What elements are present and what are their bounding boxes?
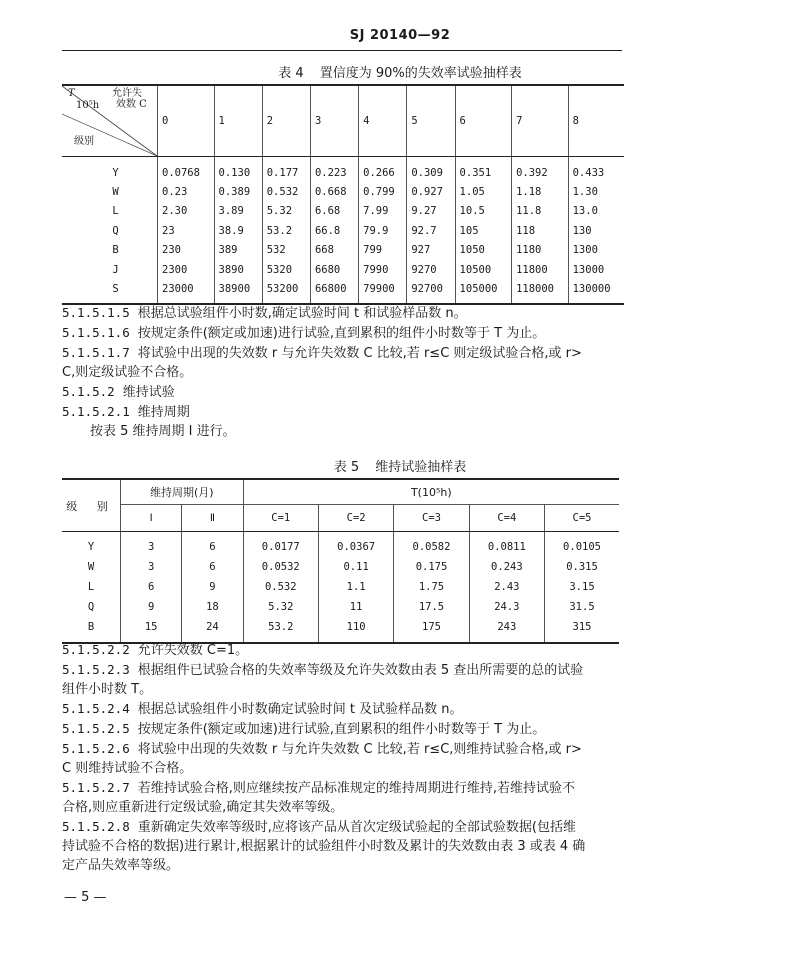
table4-level-cell: Q (112, 224, 119, 237)
clause-text: 根据总试验组件小时数确定试验时间 t 及试验样品数 n。 (137, 702, 463, 717)
corner-level-label: 级别 (74, 136, 94, 147)
table4-value-cell: 2300 (158, 260, 215, 279)
table5-value-cell: 3.15 (545, 577, 619, 597)
table5-row (62, 557, 619, 577)
table4-value-cell: 0.0768 (158, 157, 215, 183)
clause-text: 维持周期 (137, 405, 190, 420)
clause-text: C,则定级试验不合格。 (62, 365, 193, 380)
paragraph-line (62, 739, 632, 759)
table4-value-cell: 23 (158, 221, 215, 240)
table4-value-cell: 1.05 (455, 182, 512, 201)
table4-value-cell: 118000 (512, 279, 569, 303)
table5-value-cell: 5.32 (243, 597, 318, 617)
corner-c-label-top: 允许失 (112, 88, 142, 99)
table4-value-cell: 799 (359, 241, 407, 260)
table4-row (62, 157, 624, 183)
table5-value-cell: 11 (318, 597, 393, 617)
table5-period-col: Ⅰ (121, 505, 182, 532)
table4-value-cell: 0.177 (262, 157, 310, 183)
table4-value-cell: 23000 (158, 279, 215, 303)
table4 (62, 84, 624, 305)
table4-value-cell: 0.23 (158, 182, 215, 201)
table5 (62, 478, 619, 644)
paragraphs-section-b (62, 640, 632, 875)
clause-number: 5.1.5.2.3 (62, 662, 130, 677)
table5-period-cell: 6 (182, 557, 243, 577)
table4-level-cell: B (112, 244, 119, 257)
table4-level-cell: W (112, 186, 119, 199)
table5-level-cell: B (62, 617, 121, 643)
paragraph-line (62, 660, 632, 680)
table5-value-cell: 31.5 (545, 597, 619, 617)
clause-number: 5.1.5.1.5 (62, 305, 130, 320)
standard-code: SJ 20140—92 (349, 28, 451, 43)
table4-col-header: 7 (512, 85, 569, 157)
table5-period-cell: 18 (182, 597, 243, 617)
table4-value-cell: 0.433 (568, 157, 624, 183)
table4-col-header: 2 (262, 85, 310, 157)
table5-value-cell: 1.75 (394, 577, 469, 597)
table4-value-cell: 79900 (359, 279, 407, 303)
header-rule (62, 50, 622, 51)
table4-col-header: 3 (310, 85, 358, 157)
table5-value-cell: 0.0811 (469, 532, 544, 558)
table5-level-header: 级 别 (62, 479, 121, 532)
table5-value-cell: 0.532 (243, 577, 318, 597)
table5-period-cell: 6 (182, 532, 243, 558)
clause-text: 允许失效数 C=1。 (137, 643, 249, 658)
table4-row (62, 221, 624, 240)
table5-value-cell: 17.5 (394, 597, 469, 617)
table4-value-cell: 0.351 (455, 157, 512, 183)
table4-value-cell: 79.9 (359, 221, 407, 240)
table4-value-cell: 2.30 (158, 202, 215, 221)
table5-level-cell: Y (87, 541, 95, 553)
table5-header-row-1 (62, 479, 619, 505)
clause-text: 按规定条件(额定或加速)进行试验,直到累积的组件小时数等于 T 为止。 (137, 326, 546, 341)
table4-value-cell: 9.27 (407, 202, 455, 221)
table4-value-cell: 130000 (568, 279, 624, 303)
page-number: — 5 — (64, 890, 107, 905)
table5-t-header: T(10⁵h) (243, 479, 619, 505)
paragraph-line (62, 856, 632, 875)
table4-value-cell: 0.532 (262, 182, 310, 201)
table4-title (0, 62, 800, 81)
clause-text: 按表 5 维持周期 Ⅰ 进行。 (90, 424, 236, 439)
table5-value-cell: 24.3 (469, 597, 544, 617)
table4-col-header: 5 (407, 85, 455, 157)
clause-text: 按规定条件(额定或加速)进行试验,直到累积的组件小时数等于 T 为止。 (137, 722, 546, 737)
table5-c-col: C=3 (394, 505, 469, 532)
clause-text: 合格,则应重新进行定级试验,确定其失效率等级。 (62, 800, 344, 815)
table4-value-cell: 3890 (214, 260, 262, 279)
table4-value-cell: 0.389 (214, 182, 262, 201)
table5-period-cell: 24 (182, 617, 243, 643)
table5-period-cell: 9 (182, 577, 243, 597)
table5-row (62, 597, 619, 617)
table4-col-header: 1 (214, 85, 262, 157)
table4-value-cell: 6680 (310, 260, 358, 279)
table4-value-cell: 11800 (512, 260, 569, 279)
table4-value-cell: 5320 (262, 260, 310, 279)
clause-number: 5.1.5.1.7 (62, 345, 130, 360)
paragraph-line (62, 837, 632, 856)
table4-value-cell: 0.223 (310, 157, 358, 183)
paragraph-line (62, 323, 632, 343)
clause-text: 根据总试验组件小时数,确定试验时间 t 和试验样品数 n。 (137, 306, 467, 321)
paragraph-line (62, 402, 632, 422)
table4-value-cell: 53200 (262, 279, 310, 303)
table5-value-cell: 0.0367 (318, 532, 393, 558)
table4-value-cell: 66.8 (310, 221, 358, 240)
table4-value-cell: 66800 (310, 279, 358, 303)
paragraph-line (62, 719, 632, 739)
table4-value-cell: 5.32 (262, 202, 310, 221)
table4-value-cell: 0.309 (407, 157, 455, 183)
table4-value-cell: 6.68 (310, 202, 358, 221)
table5-value-cell: 0.175 (394, 557, 469, 577)
table4-value-cell: 927 (407, 241, 455, 260)
clause-number: 5.1.5.2 (62, 384, 115, 399)
paragraph-line (62, 798, 632, 817)
table4-value-cell: 668 (310, 241, 358, 260)
table4-col-header: 8 (568, 85, 624, 157)
paragraph-line (62, 778, 632, 798)
clause-number: 5.1.5.2.8 (62, 819, 130, 834)
table4-value-cell: 0.130 (214, 157, 262, 183)
table4-value-cell: 1.30 (568, 182, 624, 201)
table4-header-row (62, 85, 624, 157)
table5-value-cell: 0.0177 (243, 532, 318, 558)
table4-corner-cell (62, 85, 158, 157)
paragraph-line (62, 759, 632, 778)
table5-c-col: C=4 (469, 505, 544, 532)
paragraph-line (62, 680, 632, 699)
table5-value-cell: 0.0105 (545, 532, 619, 558)
table4-value-cell: 7.99 (359, 202, 407, 221)
table5-value-cell: 2.43 (469, 577, 544, 597)
table5-period-cell: 15 (121, 617, 182, 643)
paragraph-line (62, 422, 632, 441)
table4-value-cell: 1300 (568, 241, 624, 260)
table4-level-cell: Y (112, 166, 119, 179)
clause-number: 5.1.5.1.6 (62, 325, 130, 340)
corner-c-label-bottom: 效数 C (116, 99, 147, 110)
table4-value-cell: 92700 (407, 279, 455, 303)
clause-number: 5.1.5.2.1 (62, 404, 130, 419)
table5-value-cell: 0.243 (469, 557, 544, 577)
table4-value-cell: 10.5 (455, 202, 512, 221)
table4-row (62, 202, 624, 221)
clause-text: 根据组件已试验合格的失效率等级及允许失效数由表 5 查出所需要的总的试验 (137, 663, 584, 678)
table5-value-cell: 1.1 (318, 577, 393, 597)
table5-title-text: 维持试验抽样表 (375, 460, 467, 475)
table4-value-cell: 1050 (455, 241, 512, 260)
paragraph-line (62, 343, 632, 363)
table4-value-cell: 11.8 (512, 202, 569, 221)
table4-value-cell: 230 (158, 241, 215, 260)
table4-value-cell: 105000 (455, 279, 512, 303)
clause-text: 将试验中出现的失效数 r 与允许失效数 C 比较,若 r≤C 则定级试验合格,或 r> (137, 346, 582, 361)
clause-text: 若维持试验合格,则应继续按产品标准规定的维持周期进行维持,若维持试验不 (137, 781, 575, 796)
table5-c-col: C=2 (318, 505, 393, 532)
table4-row (62, 279, 624, 303)
clause-text: 持试验不合格的数据)进行累计,根据累计的试验组件小时数及累计的失效数由表 3 或表 4 确 (62, 839, 586, 854)
table4-value-cell: 532 (262, 241, 310, 260)
table5-value-cell: 175 (394, 617, 469, 643)
clause-text: 定产品失效率等级。 (62, 858, 180, 873)
table5-period-col: Ⅱ (182, 505, 243, 532)
table5-title (0, 456, 800, 475)
table4-value-cell: 0.927 (407, 182, 455, 201)
table5-value-cell: 0.0582 (394, 532, 469, 558)
table5-level-cell: Q (87, 601, 95, 613)
table5-row (62, 577, 619, 597)
table4-value-cell: 1.18 (512, 182, 569, 201)
table5-value-cell: 243 (469, 617, 544, 643)
table4-value-cell: 0.392 (512, 157, 569, 183)
table4-col-header: 0 (158, 85, 215, 157)
table5-period-cell: 3 (121, 557, 182, 577)
table4-value-cell: 38900 (214, 279, 262, 303)
table5-period-cell: 9 (121, 597, 182, 617)
table4-level-cell: S (62, 279, 158, 303)
table5-level-cell: L (87, 581, 95, 593)
paragraph-line (62, 640, 632, 660)
table4-value-cell: 92.7 (407, 221, 455, 240)
table4-level-cell: J (112, 263, 119, 276)
table4-value-cell: 7990 (359, 260, 407, 279)
table4-row (62, 241, 624, 260)
paragraphs-section-a (62, 303, 632, 441)
table5-period-cell: 3 (121, 532, 182, 558)
paragraph-line (62, 382, 632, 402)
corner-t-unit: 10⁵h (76, 100, 100, 111)
table5-header-row-2 (62, 505, 619, 532)
table4-value-cell: 105 (455, 221, 512, 240)
clause-text: 组件小时数 T。 (62, 682, 153, 697)
paragraph-line (62, 817, 632, 837)
corner-t-symbol: T (68, 88, 75, 99)
clause-number: 5.1.5.2.2 (62, 642, 130, 657)
table4-value-cell: 130 (568, 221, 624, 240)
paragraph-line (62, 303, 632, 323)
table5-level-cell: W (87, 561, 95, 573)
paragraph-line (62, 699, 632, 719)
clause-text: C 则维持试验不合格。 (62, 761, 193, 776)
table5-value-cell: 0.315 (545, 557, 619, 577)
clause-text: 将试验中出现的失效数 r 与允许失效数 C 比较,若 r≤C,则维持试验合格,或 r> (137, 742, 582, 757)
table5-c-col: C=5 (545, 505, 619, 532)
table4-level-cell: L (112, 205, 119, 218)
paragraph-line (62, 363, 632, 382)
table4-value-cell: 0.266 (359, 157, 407, 183)
table4-row (62, 182, 624, 201)
table5-c-col: C=1 (243, 505, 318, 532)
table5-row (62, 532, 619, 558)
table5-value-cell: 110 (318, 617, 393, 643)
clause-number: 5.1.5.2.4 (62, 701, 130, 716)
table4-value-cell: 118 (512, 221, 569, 240)
table5-value-cell: 315 (545, 617, 619, 643)
table4-col-header: 6 (455, 85, 512, 157)
table4-value-cell: 9270 (407, 260, 455, 279)
table5-number: 表 5 (333, 460, 360, 475)
clause-text: 维持试验 (122, 385, 175, 400)
table5-value-cell: 0.11 (318, 557, 393, 577)
table4-value-cell: 38.9 (214, 221, 262, 240)
table4-value-cell: 53.2 (262, 221, 310, 240)
table5-value-cell: 0.0532 (243, 557, 318, 577)
table4-value-cell: 1180 (512, 241, 569, 260)
table4-col-header: 4 (359, 85, 407, 157)
table4-value-cell: 10500 (455, 260, 512, 279)
table5-period-header: 维持周期(月) (121, 479, 244, 505)
clause-text: 重新确定失效率等级时,应将该产品从首次定级试验起的全部试验数据(包括维 (137, 820, 576, 835)
table4-number: 表 4 (278, 66, 304, 81)
table4-value-cell: 0.799 (359, 182, 407, 201)
table4-value-cell: 3.89 (214, 202, 262, 221)
table4-value-cell: 13000 (568, 260, 624, 279)
table4-title-text: 置信度为 90%的失效率试验抽样表 (319, 66, 522, 81)
clause-number: 5.1.5.2.6 (62, 741, 130, 756)
table5-value-cell: 53.2 (243, 617, 318, 643)
table4-row (62, 260, 624, 279)
clause-number: 5.1.5.2.7 (62, 780, 130, 795)
clause-number: 5.1.5.2.5 (62, 721, 130, 736)
table4-value-cell: 13.0 (568, 202, 624, 221)
table4-value-cell: 0.668 (310, 182, 358, 201)
table5-period-cell: 6 (121, 577, 182, 597)
table4-value-cell: 389 (214, 241, 262, 260)
